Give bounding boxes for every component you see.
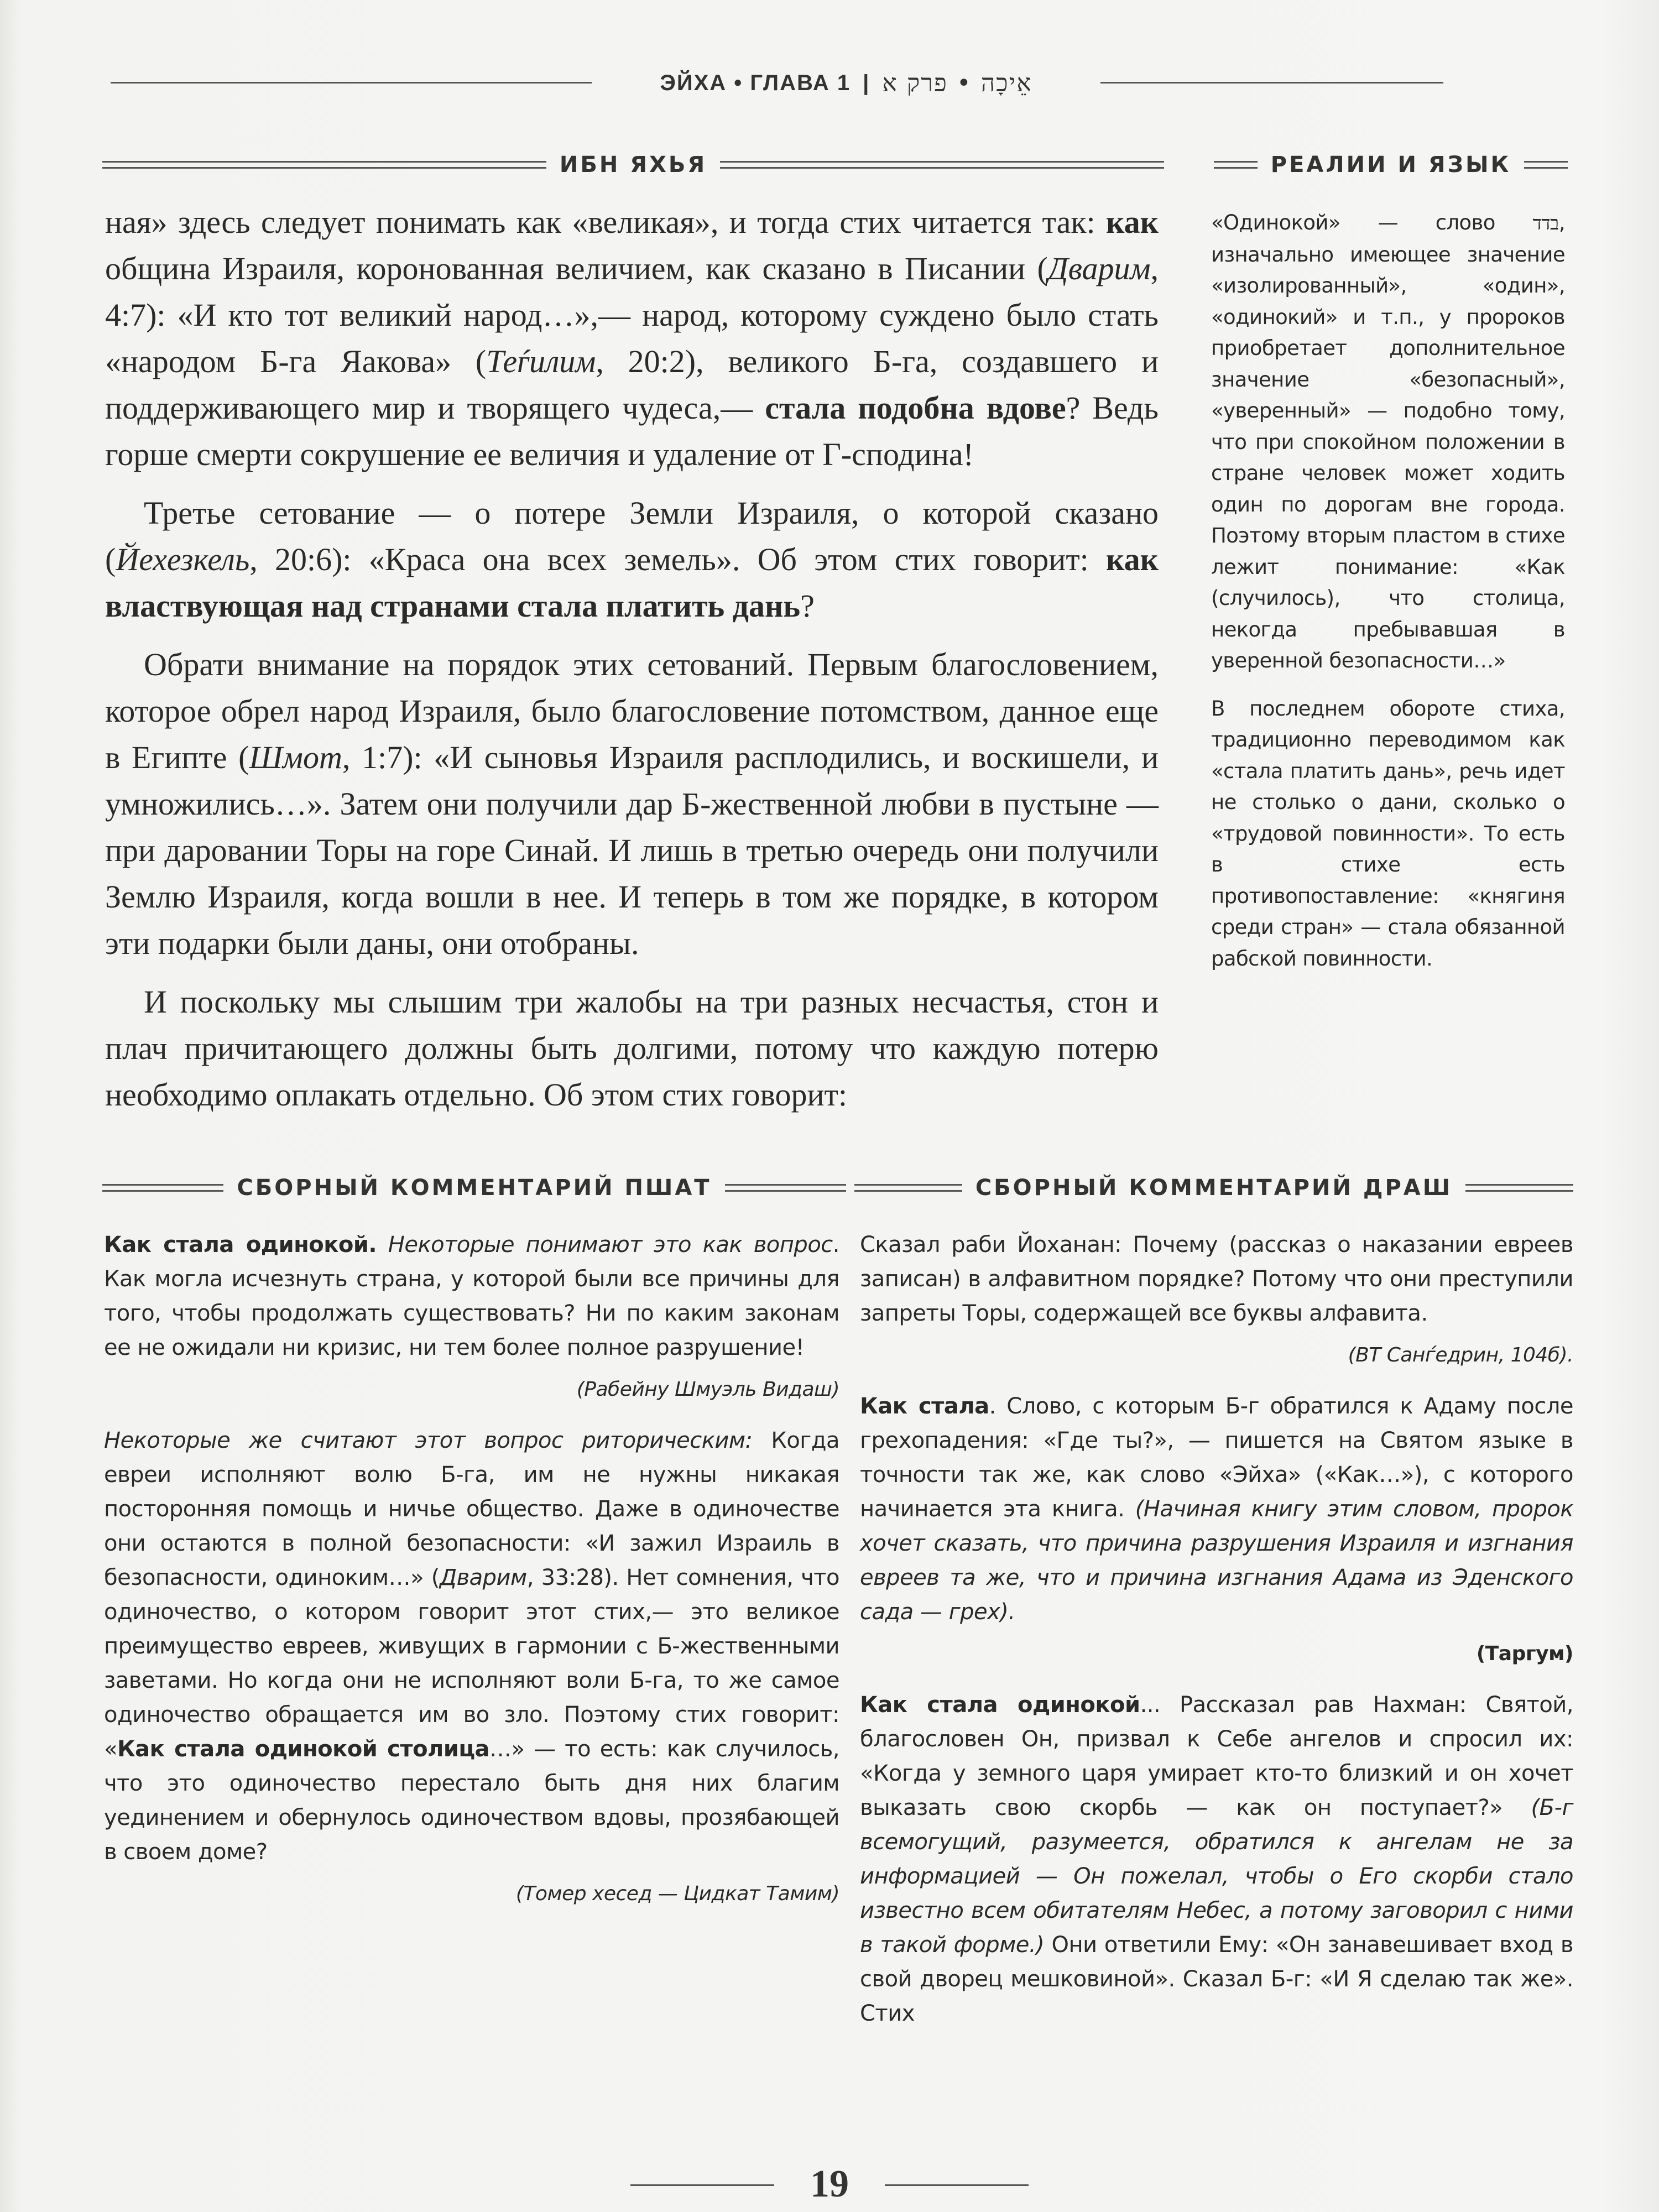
text-run: Они ответили Ему: «Он занавешивает вход в свой дворец мешковиной». Сказал Б-г: «И Я сделаю так же». Стих: [860, 1932, 1573, 2026]
commentary-entry: [860, 1389, 1573, 1629]
section-heading-pshat: [102, 1175, 846, 1201]
text-run: , 1:7): «И сыновья Израиля расплодились, и воскишели, и умножились…». Затем они получили дар Б-жественной любви в пустыне — при даровании Торы на горе Синай. И лишь в третью очередь они получили Землю Израиля, когда вошли в нее. И теперь в том же порядке, в котором эти подарки были даны, они отобраны.: [105, 739, 1159, 961]
pshat-column: [104, 1228, 839, 1928]
running-header-separator: |: [863, 70, 870, 95]
text-run: . Как могла исчезнуть страна, у которой были все причины для того, чтобы продолжать существовать? Ни по каким законам ее не ожидали ни кризис, ни тем более полное разрушение!: [104, 1232, 840, 1360]
commentary-entry: [104, 1228, 839, 1365]
source-citation: (Томер хесед — Цидкат Тамим): [515, 1882, 839, 1905]
paragraph: [105, 641, 1159, 967]
paragraph: [105, 490, 1159, 629]
paragraph: [105, 199, 1159, 478]
text-run: ная» здесь следует понимать как «великая», и тогда стих читается так:: [105, 204, 1107, 240]
italic-run: Некоторые же считают этот вопрос риторическим:: [104, 1428, 753, 1453]
text-run: В последнем обороте стиха, традиционно переводимом как «стала платить дань», речь идет не столько о дани, сколько о «трудовой повинности». То есть в стихе есть противопоставление: «княгиня среди стран» — стала обязанной рабской повинности.: [1211, 696, 1565, 971]
lemma: Как стала одинокой.: [104, 1232, 377, 1258]
header-rule-left: [111, 82, 592, 84]
italic-run: (Б-г всемогущий, разумеется, обратился к ангелам не за информацией — Он пожелал, чтобы о Его скорби стало известно всем обитателям Небес, а потому заговорил с ними в такой форме.): [860, 1795, 1573, 1958]
bold-run: как: [1106, 204, 1159, 240]
running-header-title-ru: ЭЙХА • ГЛАВА 1: [660, 70, 851, 95]
heading-rule: [1524, 161, 1568, 169]
text-run: ?: [800, 588, 815, 624]
text-run: Когда евреи исполняют волю Б-га, им не нужны никакая посторонняя помощь и ничье общество. Даже в одиночестве они остаются в полной безопасности: «И зажил Израиль в безопасности, одиноким…» (: [104, 1428, 839, 1590]
heading-rule: [1465, 1184, 1573, 1192]
bold-run: Как стала одинокой столица: [117, 1736, 490, 1762]
text-run: . Слово, с которым Б-г обратился к Адаму после грехопадения: «Где ты?», — пишется на Святом языке в точности так же, как слово «Эйха» («Как…»), с которого начинается эта книга.: [860, 1394, 1573, 1522]
text-run: , изначально имеющее значение «изолированный», «один», «одинокий» и т.п., у пророков приобретает дополнительное значение «безопасный», «уверенный» — подобно тому, что при спокойном положении в стране человек может ходить один по дорогам вне города. Поэтому вторым пластом в стихе лежит понимание: «Как (случилось), что столица, некогда пребывавшая в уверенной безопасности…»: [1211, 211, 1565, 672]
commentary-entry: [104, 1423, 839, 1869]
running-header: [597, 61, 1095, 105]
realii-text: [1211, 207, 1565, 991]
text-run: , 4:7): «И кто тот великий народ…»,— народ, которому суждено было стать «народом Б-га Яакова» (: [105, 251, 1159, 379]
section-heading-ibn-yahya: [102, 152, 1164, 178]
paragraph: [1211, 693, 1565, 975]
page-number: 19: [810, 2163, 849, 2205]
text-run: , 20:6): «Краса она всех земель». Об этом стих говорит:: [249, 541, 1107, 577]
section-heading-label: СБОРНЫЙ КОММЕНТАРИЙ ПШАТ: [237, 1175, 712, 1201]
heading-rule: [725, 1184, 846, 1192]
heading-rule: [102, 1184, 223, 1192]
reference-run: Йехезкель: [116, 541, 250, 577]
header-rule-right: [1100, 82, 1443, 84]
reference-run: Шмот: [249, 739, 342, 775]
lemma: Как стала одинокой: [860, 1692, 1140, 1718]
source-citation: (Таргум): [1476, 1642, 1573, 1665]
running-header-title-he: אֵיכָה • פרק א: [882, 69, 1032, 97]
text-run: , 33:28). Нет сомнения, что одиночество, о котором говорит этот стих,— это великое преимущество евреев, живущих в гармонии с Б-жественными заветами. Но когда они не исполняют воли Б-га, то же самое одиночество обращается им во зло. Поэтому стих говорит: «: [104, 1565, 839, 1762]
lemma: Как стала: [860, 1394, 989, 1419]
text-run: И поскольку мы слышим три жалобы на три разных несчастья, стон и плач причитающего должны быть долгими, потому что каждую потерю необходимо оплакать отдельно. Об этом стих говорит:: [105, 984, 1159, 1113]
bold-run: как властвующая над странами стала платить дань: [105, 541, 1159, 624]
italic-run: Некоторые понимают это как вопрос: [377, 1232, 833, 1258]
text-run: , 20:2), великого Б-га, создавшего и поддерживающего мир и творящего чудеса,—: [105, 343, 1159, 426]
section-heading-label: СБОРНЫЙ КОММЕНТАРИЙ ДРАШ: [975, 1175, 1453, 1201]
ibn-yahya-text: [105, 199, 1159, 1130]
paragraph: [105, 979, 1159, 1118]
paragraph: [1211, 207, 1565, 677]
source-citation: (ВТ Санѓедрин, 104б).: [1348, 1344, 1573, 1366]
footer-rule-right: [885, 2184, 1029, 2186]
text-run: община Израиля, коронованная величием, как сказано в Писании (: [105, 251, 1048, 286]
text-run: …» — то есть: как случилось, что это одиночество перестало быть дня них благим уединением и обернулось одиночеством вдовы, прозябающей в своем доме?: [104, 1736, 839, 1865]
drash-column: [860, 1228, 1573, 2041]
heading-rule: [1214, 161, 1258, 169]
text-run: ... Рассказал рав Нахман: Святой, благословен Он, призвал к Себе ангелов и спросил их: «Когда у земного царя умирает кто-то близкий и он хочет выказать свою скорбь — как он поступает?»: [860, 1692, 1574, 1820]
text-run: Обрати внимание на порядок этих сетований. Первым благословением, которое обрел народ Израиля, было благословение потомством, данное еще в Египте (: [105, 646, 1159, 775]
reference-run: Теѓилим: [486, 343, 596, 379]
text-run: Третье сетование — о потере Земли Израиля, о которой сказано (: [105, 495, 1159, 577]
source-citation: (Рабейну Шмуэль Видаш): [576, 1378, 839, 1401]
text-run: Сказал раби Йоханан: Почему (рассказ о наказании евреев записан) в алфавитном порядке? Потому что они преступили запреты Торы, содержащей все буквы алфавита.: [860, 1232, 1573, 1326]
heading-rule: [720, 161, 1164, 169]
text-run: ? Ведь горше смерти сокрушение ее величия и удаление от Г-сподина!: [105, 390, 1159, 472]
reference-run: Дварим: [1047, 251, 1151, 286]
text-run: «Одинокой» — слово: [1211, 211, 1533, 234]
italic-run: (Начиная книгу этим словом, пророк хочет сказать, что причина разрушения Израиля и изгнания евреев та же, что и причина изгнания Адама из Эденского сада — грех).: [860, 1496, 1573, 1625]
bold-run: стала подобна вдове: [765, 390, 1066, 426]
hebrew-word: בדד: [1532, 212, 1559, 234]
section-heading-realii: [1214, 152, 1568, 178]
section-heading-label: ИБН ЯХЬЯ: [559, 152, 707, 178]
section-heading-drash: [854, 1175, 1573, 1201]
commentary-entry: [860, 1228, 1573, 1331]
commentary-entry: [860, 1688, 1573, 2031]
heading-rule: [102, 161, 546, 169]
section-heading-label: РЕАЛИИ И ЯЗЫК: [1270, 152, 1511, 178]
heading-rule: [854, 1184, 962, 1192]
reference-run: Дварим: [439, 1565, 527, 1590]
